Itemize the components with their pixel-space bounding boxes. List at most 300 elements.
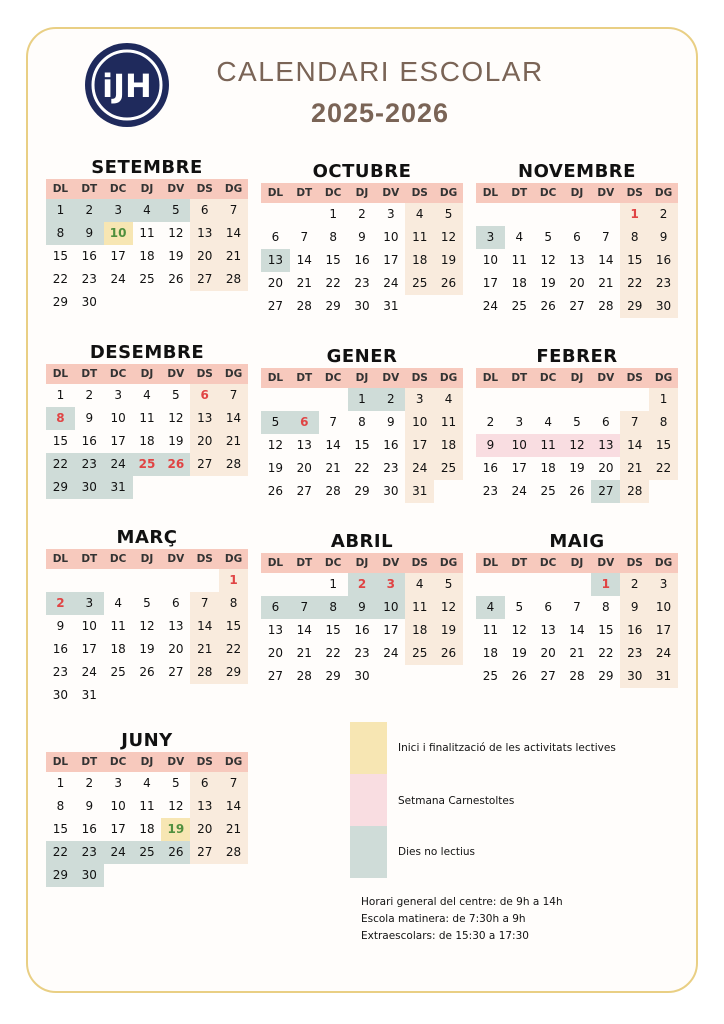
day-cell: 24 [405, 457, 434, 480]
empty-cell [591, 203, 620, 226]
day-cell: 15 [52, 822, 69, 836]
day-cell: 7 [290, 596, 319, 619]
month-grid [261, 368, 463, 503]
day-cell: 19 [540, 276, 556, 290]
day-cell: 30 [75, 864, 104, 887]
day-cell: 4 [434, 388, 463, 411]
day-cell: 7 [602, 230, 610, 244]
day-cell: 5 [573, 415, 581, 429]
day-cell: 21 [219, 818, 248, 841]
weekday-header: DV [376, 553, 405, 573]
weekday-header: DJ [563, 368, 592, 388]
day-cell: 18 [139, 822, 155, 836]
day-cell: 4 [515, 230, 524, 244]
month-name: MAIG [549, 531, 605, 552]
weekday-header: DG [219, 752, 248, 772]
day-cell: 26 [139, 665, 155, 679]
day-cell: 21 [296, 276, 312, 290]
weekday-header: DS [190, 752, 219, 772]
day-cell: 25 [405, 642, 434, 665]
month-octubre [261, 159, 463, 318]
day-cell: 14 [190, 615, 219, 638]
day-cell: 13 [540, 623, 556, 637]
day-cell: 6 [271, 230, 280, 244]
month-grid [46, 364, 248, 499]
day-cell: 6 [573, 230, 581, 244]
weekday-header: DV [161, 364, 190, 384]
day-cell: 18 [139, 249, 155, 263]
day-cell: 28 [620, 480, 649, 503]
day-cell: 19 [161, 818, 190, 841]
day-cell: 18 [540, 461, 556, 475]
day-cell: 29 [354, 484, 370, 498]
weekday-header: DT [290, 368, 319, 388]
weekday-header: DC [104, 549, 133, 569]
legend-label-nonlective: Dies no lectius [398, 846, 475, 858]
day-cell: 21 [569, 646, 585, 660]
month-grid [46, 752, 248, 887]
empty-cell [505, 573, 534, 596]
page-subtitle: 2025-2026 [310, 98, 450, 128]
day-cell: 5 [434, 573, 463, 596]
day-cell: 3 [405, 388, 434, 411]
day-cell: 31 [649, 665, 678, 688]
day-cell: 19 [139, 642, 155, 656]
day-cell: 28 [219, 268, 248, 291]
month-març [46, 525, 248, 707]
day-cell: 14 [598, 253, 614, 267]
empty-cell [261, 203, 290, 226]
day-cell: 24 [482, 299, 499, 313]
day-cell: 29 [325, 669, 341, 683]
weekday-header: DS [190, 549, 219, 569]
day-cell: 11 [139, 411, 155, 425]
day-cell: 9 [348, 596, 377, 619]
day-cell: 5 [544, 230, 552, 244]
day-cell: 20 [190, 818, 219, 841]
day-cell: 16 [482, 461, 499, 475]
empty-cell [620, 388, 649, 411]
day-cell: 12 [168, 411, 184, 425]
day-cell: 26 [511, 669, 527, 683]
day-cell: 5 [143, 596, 151, 610]
day-cell: 20 [190, 245, 219, 268]
day-cell: 18 [405, 619, 434, 642]
month-gener [261, 344, 463, 503]
day-cell: 29 [598, 669, 614, 683]
day-cell: 21 [598, 276, 614, 290]
weekday-header: DG [434, 368, 463, 388]
weekday-header: DS [405, 553, 434, 573]
day-cell: 2 [75, 199, 104, 222]
weekday-header: DS [405, 368, 434, 388]
day-cell: 6 [190, 199, 219, 222]
day-cell: 30 [354, 299, 370, 313]
day-cell: 19 [434, 619, 463, 642]
day-cell: 21 [219, 430, 248, 453]
day-cell: 16 [620, 619, 649, 642]
day-cell: 14 [620, 434, 649, 457]
empty-cell [261, 388, 290, 411]
day-cell: 8 [649, 411, 678, 434]
empty-cell [476, 388, 505, 411]
day-cell: 31 [104, 476, 133, 499]
day-cell: 22 [598, 646, 614, 660]
day-cell: 7 [620, 411, 649, 434]
day-cell: 13 [168, 619, 184, 633]
day-cell: 25 [540, 484, 556, 498]
day-cell: 16 [354, 253, 370, 267]
day-cell: 1 [219, 569, 248, 592]
day-cell: 22 [46, 453, 75, 476]
month-name: ABRIL [330, 531, 394, 552]
day-cell: 15 [649, 434, 678, 457]
day-cell: 10 [482, 253, 499, 267]
day-cell: 1 [620, 203, 649, 226]
weekday-header: DL [476, 368, 505, 388]
day-cell: 31 [405, 480, 434, 503]
day-cell: 20 [598, 461, 614, 475]
day-cell: 18 [434, 434, 463, 457]
day-cell: 2 [649, 203, 678, 226]
day-cell: 7 [573, 600, 581, 614]
day-cell: 18 [110, 642, 126, 656]
day-cell: 20 [569, 276, 585, 290]
weekday-header: DS [190, 364, 219, 384]
day-cell: 24 [81, 665, 97, 679]
day-cell: 14 [325, 438, 341, 452]
day-cell: 25 [434, 457, 463, 480]
weekday-header: DT [75, 752, 104, 772]
day-cell: 29 [46, 864, 75, 887]
day-cell: 12 [434, 226, 463, 249]
weekday-header: DC [104, 179, 133, 199]
day-cell: 16 [52, 642, 69, 656]
day-cell: 12 [168, 799, 184, 813]
day-cell: 23 [649, 272, 678, 295]
empty-cell [563, 573, 592, 596]
weekday-header: DC [319, 183, 348, 203]
weekday-header: DL [476, 553, 505, 573]
day-cell: 23 [81, 272, 97, 286]
day-cell: 25 [482, 669, 499, 683]
day-cell: 14 [569, 623, 585, 637]
day-cell: 16 [383, 438, 399, 452]
day-cell: 4 [114, 596, 122, 610]
day-cell: 8 [358, 415, 366, 429]
day-cell: 21 [296, 646, 312, 660]
day-cell: 13 [190, 795, 219, 818]
weekday-header: DT [75, 179, 104, 199]
day-cell: 25 [139, 272, 155, 286]
day-cell: 9 [649, 226, 678, 249]
month-name: JUNY [121, 730, 173, 751]
day-cell: 12 [267, 438, 284, 452]
weekday-header: DL [46, 179, 75, 199]
day-cell: 28 [325, 484, 341, 498]
month-grid [261, 183, 463, 318]
day-cell: 9 [75, 222, 104, 245]
day-cell: 7 [190, 592, 219, 615]
day-cell: 11 [110, 619, 126, 633]
day-cell: 11 [434, 411, 463, 434]
month-grid [476, 553, 678, 688]
day-cell: 30 [649, 295, 678, 318]
day-cell: 26 [168, 272, 184, 286]
day-cell: 26 [434, 272, 463, 295]
day-cell: 29 [325, 299, 341, 313]
day-cell: 4 [133, 199, 162, 222]
weekday-header: DG [649, 183, 678, 203]
weekday-header: DT [290, 183, 319, 203]
day-cell: 30 [354, 669, 370, 683]
day-cell: 15 [325, 253, 341, 267]
day-cell: 11 [405, 226, 434, 249]
day-cell: 1 [348, 388, 377, 411]
day-cell: 14 [296, 253, 312, 267]
month-name: OCTUBRE [312, 161, 412, 182]
day-cell: 27 [540, 669, 556, 683]
day-cell: 27 [591, 480, 620, 503]
day-cell: 14 [219, 222, 248, 245]
day-cell: 17 [383, 253, 399, 267]
day-cell: 14 [219, 407, 248, 430]
day-cell: 22 [219, 638, 248, 661]
day-cell: 29 [219, 661, 248, 684]
day-cell: 9 [620, 596, 649, 619]
month-novembre [476, 159, 678, 318]
day-cell: 11 [482, 623, 499, 637]
weekday-header: DJ [348, 553, 377, 573]
day-cell: 9 [85, 411, 94, 425]
day-cell: 21 [219, 245, 248, 268]
day-cell: 15 [354, 438, 370, 452]
weekday-header: DJ [348, 368, 377, 388]
day-cell: 7 [219, 384, 248, 407]
weekday-header: DG [649, 553, 678, 573]
day-cell: 21 [325, 461, 341, 475]
day-cell: 27 [267, 669, 284, 683]
empty-cell [190, 569, 219, 592]
day-cell: 27 [168, 665, 184, 679]
day-cell: 1 [649, 388, 678, 411]
weekday-header: DJ [563, 183, 592, 203]
day-cell: 21 [190, 638, 219, 661]
day-cell: 22 [325, 276, 341, 290]
day-cell: 15 [52, 434, 69, 448]
day-cell: 3 [376, 573, 405, 596]
weekday-header: DC [104, 752, 133, 772]
empty-cell [476, 573, 505, 596]
month-maig [476, 529, 678, 688]
weekday-header: DJ [133, 549, 162, 569]
weekday-header: DV [376, 183, 405, 203]
weekday-header: DL [261, 368, 290, 388]
day-cell: 6 [190, 772, 219, 795]
empty-cell [290, 573, 319, 596]
day-cell: 28 [296, 669, 312, 683]
day-cell: 13 [190, 407, 219, 430]
info-morning: Escola matinera: de 7:30h a 9h [361, 913, 526, 925]
day-cell: 23 [75, 841, 104, 864]
day-cell: 12 [511, 623, 527, 637]
day-cell: 4 [544, 415, 552, 429]
weekday-header: DT [505, 368, 534, 388]
day-cell: 27 [267, 299, 284, 313]
day-cell: 22 [620, 272, 649, 295]
day-cell: 22 [46, 841, 75, 864]
day-cell: 4 [405, 203, 434, 226]
day-cell: 24 [104, 453, 133, 476]
day-cell: 24 [649, 642, 678, 665]
day-cell: 22 [52, 272, 69, 286]
day-cell: 3 [114, 776, 122, 790]
month-name: FEBRER [536, 346, 618, 367]
day-cell: 9 [476, 434, 505, 457]
day-cell: 9 [387, 415, 395, 429]
day-cell: 13 [569, 253, 585, 267]
weekday-header: DT [505, 183, 534, 203]
day-cell: 8 [219, 592, 248, 615]
day-cell: 5 [161, 199, 190, 222]
empty-cell [290, 203, 319, 226]
day-cell: 13 [261, 249, 290, 272]
day-cell: 24 [104, 841, 133, 864]
day-cell: 17 [110, 822, 126, 836]
month-name: SETEMBRE [91, 157, 203, 178]
day-cell: 19 [569, 461, 585, 475]
day-cell: 23 [383, 461, 399, 475]
day-cell: 17 [405, 434, 434, 457]
day-cell: 30 [52, 688, 69, 702]
day-cell: 23 [75, 453, 104, 476]
day-cell: 30 [383, 484, 399, 498]
day-cell: 10 [81, 619, 97, 633]
day-cell: 8 [329, 230, 337, 244]
weekday-header: DS [190, 179, 219, 199]
empty-cell [104, 569, 133, 592]
day-cell: 20 [540, 646, 556, 660]
day-cell: 24 [383, 276, 399, 290]
day-cell: 26 [161, 453, 190, 476]
day-cell: 12 [434, 596, 463, 619]
day-cell: 10 [383, 230, 399, 244]
day-cell: 24 [110, 272, 126, 286]
weekday-header: DJ [133, 364, 162, 384]
weekday-header: DC [534, 553, 563, 573]
empty-cell [319, 388, 348, 411]
day-cell: 14 [219, 795, 248, 818]
day-cell: 8 [56, 799, 65, 813]
day-cell: 2 [85, 776, 94, 790]
day-cell: 13 [591, 434, 620, 457]
weekday-header: DV [376, 368, 405, 388]
day-cell: 15 [52, 249, 69, 263]
day-cell: 6 [190, 384, 219, 407]
day-cell: 11 [405, 596, 434, 619]
day-cell: 7 [329, 415, 337, 429]
day-cell: 20 [267, 646, 284, 660]
weekday-header: DL [476, 183, 505, 203]
day-cell: 27 [569, 299, 585, 313]
empty-cell [534, 203, 563, 226]
day-cell: 11 [139, 226, 155, 240]
day-cell: 10 [649, 596, 678, 619]
day-cell: 30 [75, 476, 104, 499]
month-grid [46, 549, 248, 707]
day-cell: 20 [190, 430, 219, 453]
day-cell: 29 [620, 295, 649, 318]
weekday-header: DS [620, 553, 649, 573]
day-cell: 4 [143, 776, 151, 790]
day-cell: 10 [110, 411, 126, 425]
day-cell: 26 [434, 642, 463, 665]
day-cell: 26 [569, 484, 585, 498]
day-cell: 23 [354, 276, 370, 290]
day-cell: 17 [81, 642, 97, 656]
empty-cell [534, 573, 563, 596]
weekday-header: DJ [563, 553, 592, 573]
day-cell: 20 [296, 461, 312, 475]
day-cell: 8 [620, 226, 649, 249]
day-cell: 5 [515, 600, 524, 614]
weekday-header: DL [261, 553, 290, 573]
weekday-header: DT [290, 553, 319, 573]
day-cell: 19 [168, 434, 184, 448]
legend-swatch-carnival [350, 774, 387, 826]
day-cell: 2 [358, 207, 366, 221]
day-cell: 28 [190, 661, 219, 684]
empty-cell [505, 388, 534, 411]
day-cell: 1 [591, 573, 620, 596]
weekday-header: DV [591, 368, 620, 388]
empty-cell [133, 569, 162, 592]
day-cell: 18 [405, 249, 434, 272]
day-cell: 7 [219, 199, 248, 222]
day-cell: 17 [649, 619, 678, 642]
day-cell: 31 [383, 299, 399, 313]
weekday-header: DV [161, 752, 190, 772]
month-name: DESEMBRE [89, 342, 205, 363]
day-cell: 17 [110, 434, 126, 448]
empty-cell [261, 573, 290, 596]
day-cell: 16 [81, 822, 97, 836]
day-cell: 6 [172, 596, 180, 610]
empty-cell [46, 569, 75, 592]
day-cell: 16 [81, 249, 97, 263]
day-cell: 16 [81, 434, 97, 448]
day-cell: 10 [104, 222, 133, 245]
empty-cell [591, 388, 620, 411]
day-cell: 19 [267, 461, 284, 475]
day-cell: 17 [110, 249, 126, 263]
day-cell: 11 [511, 253, 527, 267]
day-cell: 6 [261, 596, 290, 619]
day-cell: 2 [348, 573, 377, 596]
info-schedule: Horari general del centre: de 9h a 14h [361, 896, 563, 908]
day-cell: 4 [405, 573, 434, 596]
day-cell: 3 [649, 573, 678, 596]
page-title: CALENDARI ESCOLAR [216, 56, 544, 87]
weekday-header: DG [219, 179, 248, 199]
weekday-header: DL [46, 549, 75, 569]
day-cell: 27 [190, 841, 219, 864]
day-cell: 16 [649, 249, 678, 272]
weekday-header: DS [620, 368, 649, 388]
day-cell: 2 [486, 415, 495, 429]
day-cell: 28 [296, 299, 312, 313]
legend-label-carnival: Setmana Carnestoltes [398, 795, 515, 807]
